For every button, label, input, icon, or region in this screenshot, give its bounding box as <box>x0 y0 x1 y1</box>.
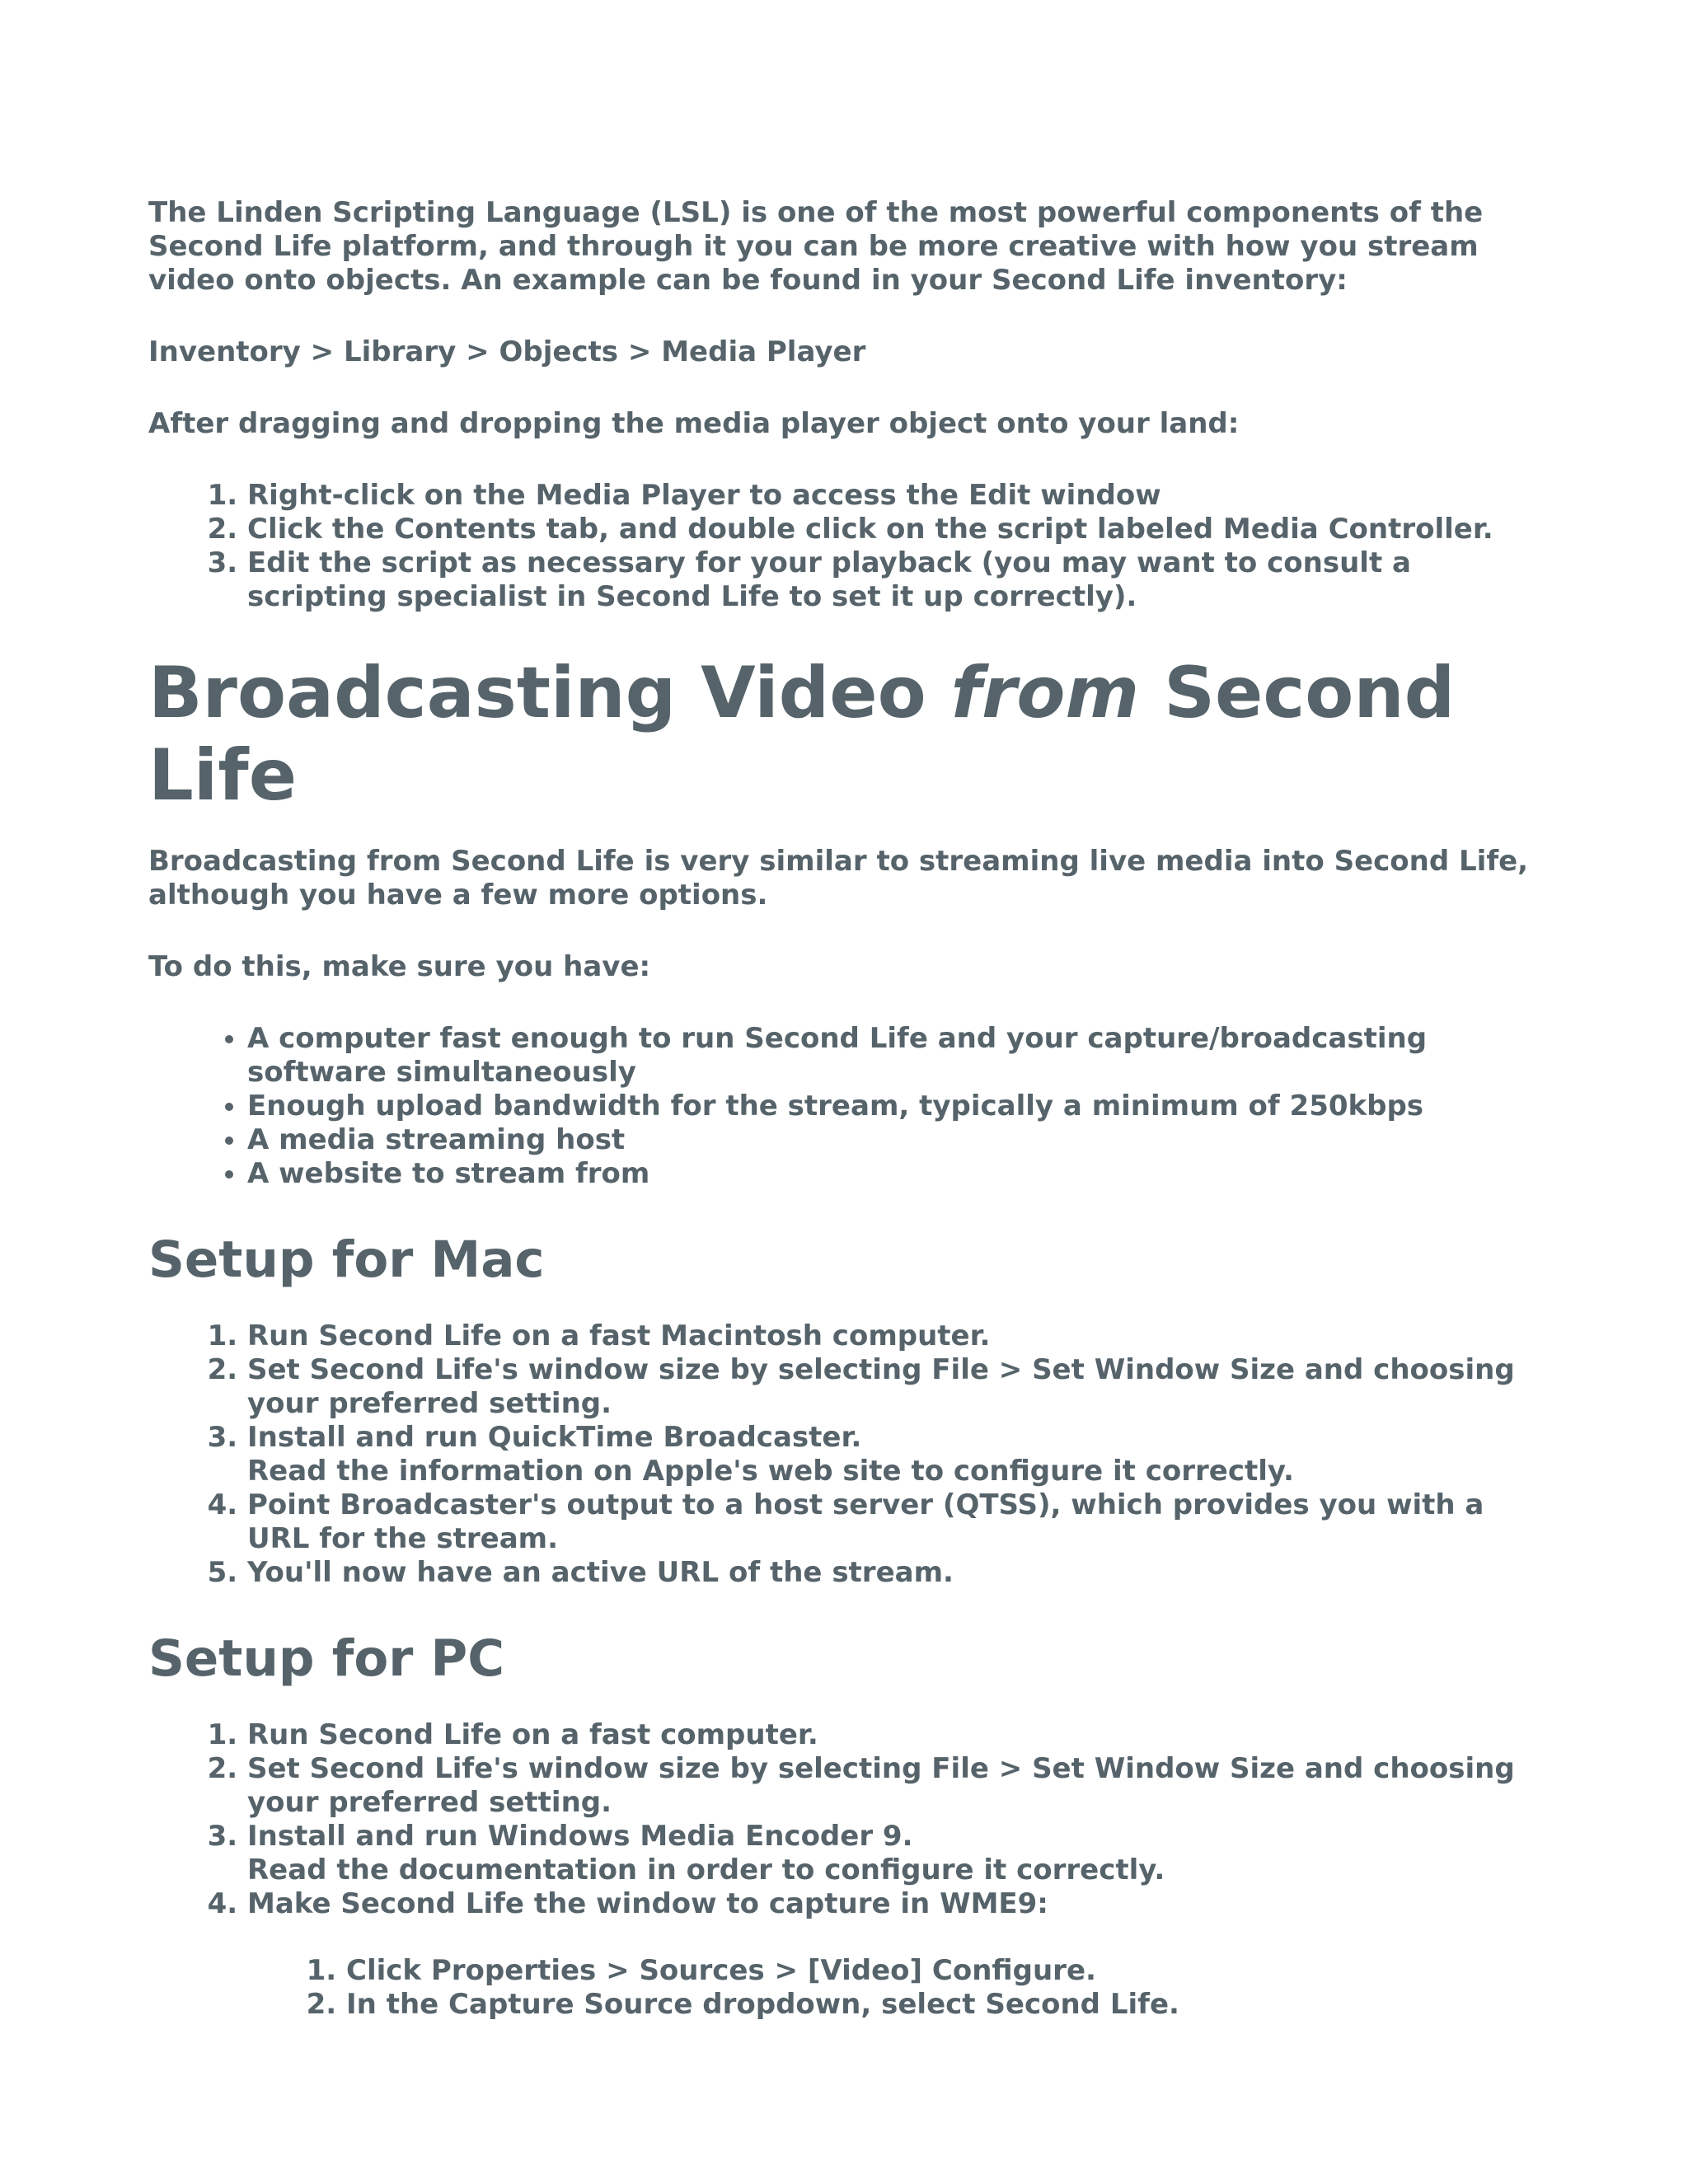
heading-part: Broadcasting Video <box>148 652 951 734</box>
list-item <box>247 1820 1550 1887</box>
requirements-list <box>148 1022 1550 1191</box>
list-item <box>247 1353 1550 1421</box>
list-item <box>247 1556 1550 1590</box>
broadcast-paragraph: Broadcasting from Second Life is very similar to streaming live media into Second Life, although you have a few more options. <box>148 845 1529 912</box>
heading-italic: from <box>950 652 1140 734</box>
inventory-path: Inventory > Library > Objects > Media Player <box>148 335 866 368</box>
pc-heading: Setup for PC <box>148 1629 505 1688</box>
list-item <box>247 1421 1550 1488</box>
list-item <box>247 1752 1550 1820</box>
step-text: Install and run Windows Media Encoder 9. <box>247 1820 913 1853</box>
list-item: 1. Click Properties > Sources > [Video] Configure. <box>346 1954 1550 1988</box>
list-item: • A website to stream from <box>247 1157 1550 1191</box>
wme9-substeps <box>247 1954 1550 2022</box>
document-page <box>148 196 1550 2022</box>
list-item: 1. Right-click on the Media Player to access the Edit window <box>247 479 1550 513</box>
step-text: Install and run QuickTime Broadcaster. <box>247 1421 862 1454</box>
list-item <box>247 1319 1550 1353</box>
intro-paragraph: The Linden Scripting Language (LSL) is one of the most powerful components of the Second Life platform, and through it you can be more creative with how you stream video onto objects. An example can be found in your Second Life inventory: <box>148 196 1484 297</box>
heading-part: Second Life <box>148 652 1456 817</box>
list-item: • A media streaming host <box>247 1123 1550 1157</box>
list-item <box>247 1887 1550 2022</box>
list-item <box>247 1718 1550 1752</box>
step-text: Set Second Life's window size by selecting File > Set Window Size and choosing your preferred setting. <box>247 1353 1515 1420</box>
requirements-intro: To do this, make sure you have: <box>148 950 651 983</box>
list-item: • Enough upload bandwidth for the stream, typically a minimum of 250kbps <box>247 1090 1550 1123</box>
list-item <box>247 1488 1550 1556</box>
mac-steps <box>148 1319 1550 1590</box>
mac-heading: Setup for Mac <box>148 1230 545 1289</box>
step-text: Point Broadcaster's output to a host server (QTSS), which provides you with a URL for the stream. <box>247 1488 1484 1555</box>
broadcasting-heading <box>148 652 1550 817</box>
step-text: Set Second Life's window size by selecting File > Set Window Size and choosing your preferred setting. <box>247 1752 1515 1819</box>
step-extra: Read the documentation in order to configure it correctly. <box>247 1854 1165 1886</box>
pc-steps <box>148 1718 1550 2022</box>
step-text: Make Second Life the window to capture in WME9: <box>247 1887 1048 1920</box>
step-text: Run Second Life on a fast computer. <box>247 1718 818 1751</box>
list-item: 2. Click the Contents tab, and double click on the script labeled Media Controller. <box>247 513 1550 546</box>
list-item: • A computer fast enough to run Second Life and your capture/broadcasting software simultaneously <box>247 1022 1550 1090</box>
media-player-steps <box>148 479 1550 614</box>
list-item: 2. In the Capture Source dropdown, select Second Life. <box>346 1988 1550 2022</box>
step-text: You'll now have an active URL of the stream. <box>247 1556 954 1589</box>
after-drag-text: After dragging and dropping the media player object onto your land: <box>148 407 1240 440</box>
list-item: 3. Edit the script as necessary for your playback (you may want to consult a scripting specialist in Second Life to set it up correctly). <box>247 546 1550 614</box>
step-extra: Read the information on Apple's web site to configure it correctly. <box>247 1455 1294 1488</box>
step-text: Run Second Life on a fast Macintosh computer. <box>247 1319 991 1352</box>
